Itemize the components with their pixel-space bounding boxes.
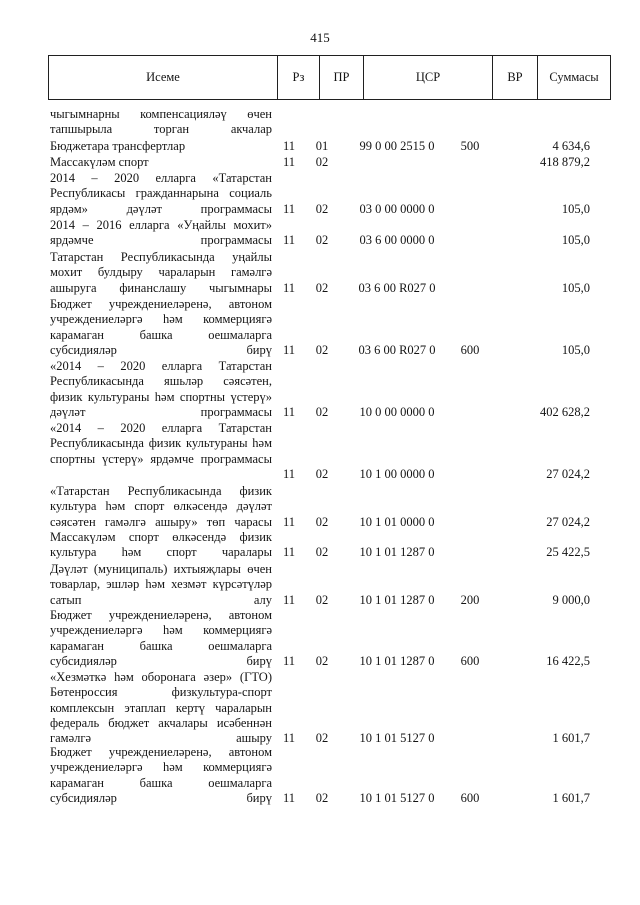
row-csr: 10 1 01 1287 0	[359, 654, 435, 668]
row-rz: 11	[282, 405, 296, 419]
table-row	[0, 297, 640, 358]
row-pr: 02	[315, 593, 329, 607]
header-sum: Суммасы	[537, 56, 610, 99]
table-row	[0, 530, 640, 560]
table-row	[0, 670, 640, 746]
table-row	[0, 250, 640, 296]
row-name: Бюджетара трансфертлар	[50, 139, 186, 153]
row-rz: 11	[282, 731, 296, 745]
row-sum: 105,0	[561, 281, 590, 295]
row-vr: 600	[460, 343, 480, 357]
row-pr: 01	[315, 139, 329, 153]
row-rz: 11	[282, 155, 296, 169]
row-name: Массакүләм спорт өлкәсендә физик культура һәм спорт чаралары	[50, 530, 272, 560]
row-pr: 02	[315, 545, 329, 559]
table-row	[0, 107, 640, 137]
row-csr: 03 6 00 R027 0	[358, 281, 436, 295]
row-rz: 11	[282, 654, 296, 668]
row-rz: 11	[282, 545, 296, 559]
row-vr: 600	[460, 654, 480, 668]
row-rz: 11	[282, 467, 296, 481]
row-sum: 105,0	[561, 202, 590, 216]
row-sum: 27 024,2	[546, 515, 590, 529]
row-sum: 418 879,2	[540, 155, 590, 169]
table-row	[0, 218, 640, 248]
row-csr: 10 1 01 1287 0	[359, 593, 435, 607]
row-csr: 03 0 00 0000 0	[359, 202, 435, 216]
header-pr: ПР	[319, 56, 363, 99]
row-name: Татарстан Республикасында уңайлы мохит булдыру чараларын гамәлгә ашыруга финанслашу чыгымнары	[50, 250, 272, 295]
table-row	[0, 608, 640, 669]
table-row	[0, 139, 640, 154]
row-sum: 16 422,5	[546, 654, 590, 668]
header-rz: Рз	[277, 56, 319, 99]
table-row	[0, 484, 640, 530]
row-name: «2014 – 2020 елларга Татарстан Республикасында физик культураны һәм спортны үстерү» ярдәмче программасы	[50, 421, 272, 466]
row-name: чыгымнарны компенсацияләү өчен тапшырыла торган акчалар	[50, 107, 272, 137]
row-rz: 11	[282, 791, 296, 805]
row-rz: 11	[282, 343, 296, 357]
row-vr: 600	[460, 791, 480, 805]
row-sum: 1 601,7	[552, 791, 590, 805]
row-vr: 200	[460, 593, 480, 607]
row-rz: 11	[282, 515, 296, 529]
row-sum: 105,0	[561, 343, 590, 357]
row-pr: 02	[315, 515, 329, 529]
row-pr: 02	[315, 281, 329, 295]
row-name: Бюджет учреждениеләренә, автоном учреждениеләргә һәм коммерциягә карамаган башка оешмаларга субсидияләр бирү	[50, 745, 272, 805]
row-name: Бюджет учреждениеләренә, автоном учреждениеләргә һәм коммерциягә карамаган башка оешмаларга субсидияләр бирү	[50, 297, 272, 357]
header-name: Исеме	[146, 70, 180, 84]
row-name: «2014 – 2020 елларга Татарстан Республикасында яшьләр сәясәтен, физик культураны һәм спортны үстерү» дәүләт программасы	[50, 359, 272, 419]
row-vr: 500	[460, 139, 480, 153]
row-pr: 02	[315, 731, 329, 745]
row-csr: 03 6 00 0000 0	[359, 233, 435, 247]
row-csr: 10 1 01 5127 0	[359, 731, 435, 745]
row-sum: 25 422,5	[546, 545, 590, 559]
row-rz: 11	[282, 593, 296, 607]
row-name: «Хезмәткә һәм оборонага әзер» (ГТО) Бөтенроссия физкультура-спорт комплексын этаплап кертү чараларын федераль бюджет акчалары исәбеннән гамәлгә ашыру	[50, 670, 272, 746]
page-number: 415	[310, 30, 330, 45]
row-rz: 11	[282, 233, 296, 247]
row-name: Дәүләт (муниципаль) ихтыяҗлары өчен товарлар, эшләр һәм хезмәт күрсәтүләр сатып алу	[50, 562, 272, 607]
row-rz: 11	[282, 202, 296, 216]
row-csr: 99 0 00 2515 0	[359, 139, 435, 153]
row-csr: 10 1 01 0000 0	[359, 515, 435, 529]
row-pr: 02	[315, 155, 329, 169]
row-sum: 9 000,0	[552, 593, 590, 607]
row-rz: 11	[282, 139, 296, 153]
table-row	[0, 155, 640, 170]
table-row	[0, 359, 640, 420]
header-vr: ВР	[492, 56, 537, 99]
row-sum: 1 601,7	[552, 731, 590, 745]
row-csr: 10 0 00 0000 0	[359, 405, 435, 419]
row-csr: 10 1 01 1287 0	[359, 545, 435, 559]
row-sum: 402 628,2	[540, 405, 590, 419]
row-pr: 02	[315, 343, 329, 357]
row-pr: 02	[315, 791, 329, 805]
row-name: «Татарстан Республикасында физик культура һәм спорт өлкәсендә дәүләт сәясәтен гамәлгә ашыру» төп чарасы	[50, 484, 272, 529]
table-row	[0, 421, 640, 482]
row-csr: 03 6 00 R027 0	[358, 343, 436, 357]
row-csr: 10 1 01 5127 0	[359, 791, 435, 805]
table-header	[48, 55, 611, 100]
row-pr: 02	[315, 202, 329, 216]
row-rz: 11	[282, 281, 296, 295]
row-name: 2014 – 2016 елларга «Уңайлы мохит» ярдәмче программасы	[50, 218, 272, 248]
table-row	[0, 171, 640, 217]
row-pr: 02	[315, 467, 329, 481]
row-pr: 02	[315, 233, 329, 247]
row-name: 2014 – 2020 елларга «Татарстан Республикасы гражданнарына социаль ярдәм» дәүләт программасы	[50, 171, 272, 216]
table-row	[0, 745, 640, 806]
row-pr: 02	[315, 405, 329, 419]
header-csr: ЦСР	[363, 56, 492, 99]
row-name: Массакүләм спорт	[50, 155, 149, 169]
row-sum: 27 024,2	[546, 467, 590, 481]
row-sum: 105,0	[561, 233, 590, 247]
row-name: Бюджет учреждениеләренә, автоном учреждениеләргә һәм коммерциягә карамаган башка оешмаларга субсидияләр бирү	[50, 608, 272, 668]
row-pr: 02	[315, 654, 329, 668]
row-sum: 4 634,6	[552, 139, 590, 153]
row-csr: 10 1 00 0000 0	[359, 467, 435, 481]
table-row	[0, 562, 640, 608]
